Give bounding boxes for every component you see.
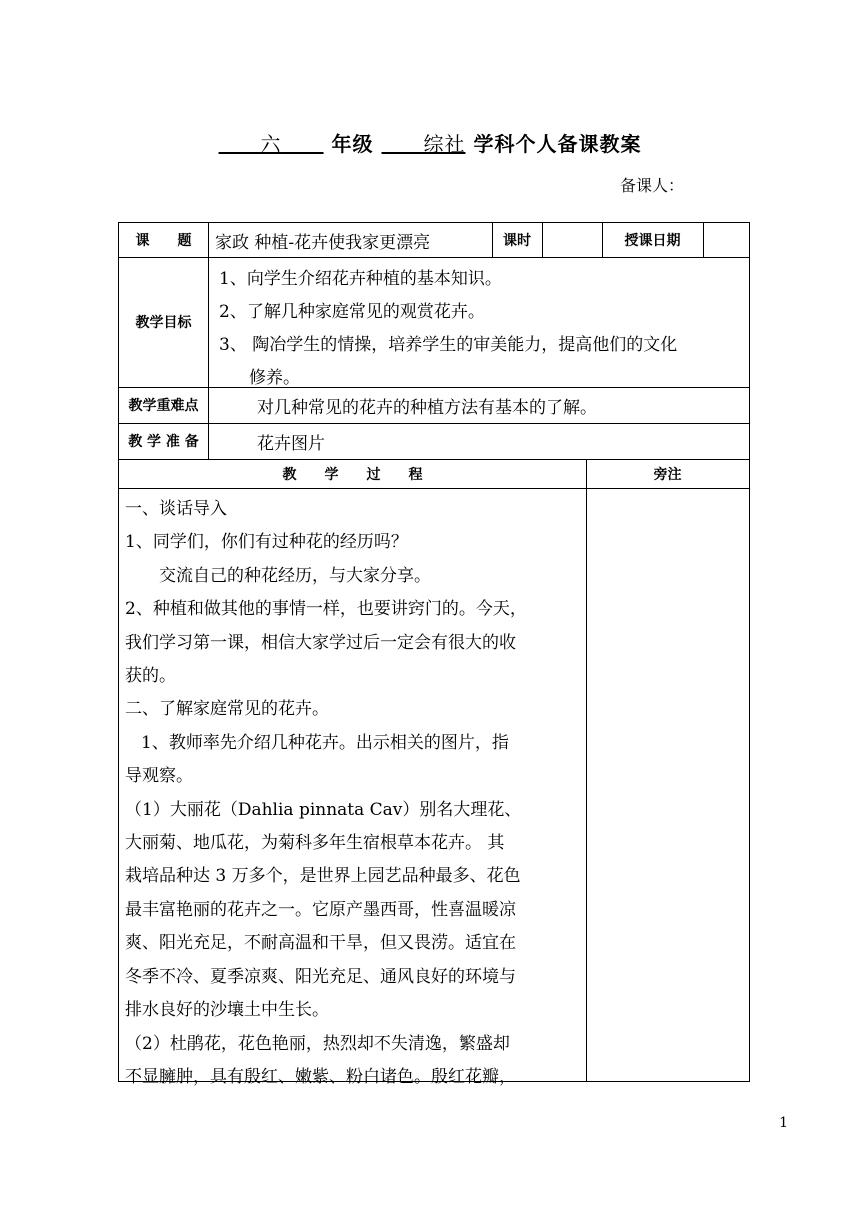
lesson-plan-table [118, 222, 750, 1087]
process-line: 获的。 [125, 666, 176, 687]
process-content [125, 493, 585, 1094]
page-number: 1 [779, 1115, 788, 1131]
process-line: （2）杜鹃花，花色艳丽，热烈却不失清逸，繁盛却 [125, 1033, 510, 1054]
process-line: 排水良好的沙壤土中生长。 [125, 1000, 329, 1021]
prep-label: 教 学 准 备 [128, 434, 199, 450]
title-rest: 学科个人备课教案 [473, 132, 642, 156]
subject-value: 综社 [423, 132, 466, 156]
process-line: 我们学习第一课，相信大家学过后一定会有很大的收 [125, 632, 516, 653]
process-line: 爽、阳光充足，不耐高温和干旱，但又畏涝。适宜在 [125, 933, 516, 954]
process-line: 大丽菊、地瓜花，为菊科多年生宿根草本花卉。 其 [125, 833, 505, 854]
key-value: 对几种常见的花卉的种植方法有基本的了解。 [257, 397, 597, 418]
goals-list [219, 263, 747, 395]
process-header: 教 学 过 程 [282, 466, 423, 483]
process-line: 交流自己的种花经历，与大家分享。 [159, 565, 431, 586]
date-label: 授课日期 [624, 233, 681, 249]
process-line: 1、同学们，你们有过种花的经历吗？ [125, 532, 408, 553]
topic-value: 家政 种植-花卉使我家更漂亮 [215, 232, 431, 253]
goal-item: 2、了解几种家庭常见的观赏花卉。 [219, 302, 485, 322]
process-line: 2、种植和做其他的事情一样，也要讲窍门的。今天， [125, 599, 527, 620]
page-title [0, 128, 860, 157]
process-line: 导观察。 [125, 766, 193, 787]
grade-word: 年级 [331, 132, 374, 156]
goal-item: 1、向学生介绍花卉种植的基本知识。 [219, 269, 502, 289]
goal-item: 3、 陶冶学生的情操，培养学生的审美能力，提高他们的文化 [219, 335, 678, 355]
process-line: 一、谈话导入 [125, 499, 227, 519]
key-label: 教学重难点 [128, 398, 199, 414]
prep-value: 花卉图片 [257, 433, 325, 454]
topic-label: 课 题 [135, 233, 192, 249]
goals-label: 教学目标 [135, 315, 192, 331]
process-line: 冬季不冷、夏季凉爽、阳光充足、通风良好的环境与 [125, 966, 516, 987]
notes-header: 旁注 [653, 466, 682, 483]
process-line: 栽培品种达 3 万多个，是世界上园艺品种最多、花色 [125, 866, 521, 887]
process-line: 1、教师率先介绍几种花卉。出示相关的图片，指 [141, 732, 509, 753]
hours-label: 课时 [503, 233, 531, 249]
preparer-label: 备课人： [620, 176, 685, 195]
process-line: 不显臃肿，具有殷红、嫩紫、粉白诸色。殷红花瓣， [125, 1066, 516, 1087]
grade-value: 六 [260, 132, 282, 156]
process-line: 二、了解家庭常见的花卉。 [125, 699, 329, 720]
goal-item: 修养。 [249, 368, 300, 388]
process-line: （1）大丽花（Dahlia pinnata Cav）别名大理花、 [125, 799, 522, 820]
process-line: 最丰富艳丽的花卉之一。它原产墨西哥，性喜温暖凉 [125, 899, 516, 920]
